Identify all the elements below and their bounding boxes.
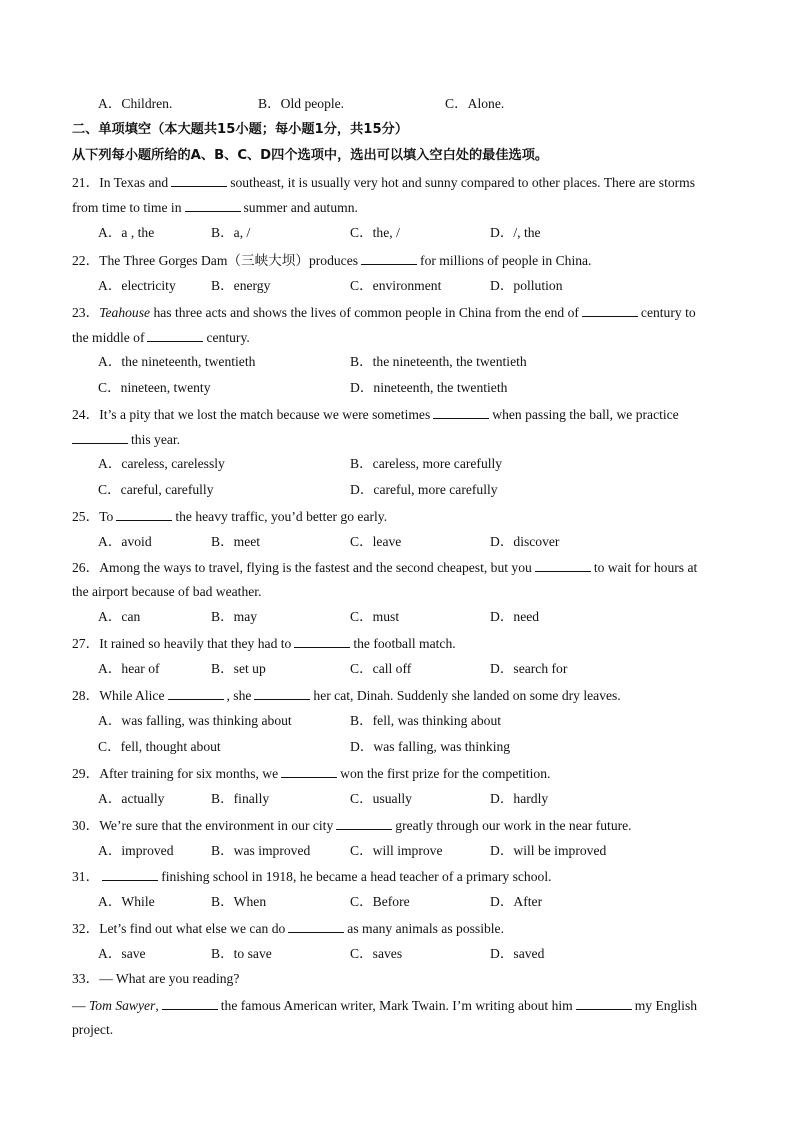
q25-option-c[interactable]: C．leave	[350, 534, 402, 549]
question-30: 30．We’re sure that the environment in our city greatly through our work in the near future.	[72, 818, 632, 833]
answer-blank	[433, 405, 489, 419]
question-25: 25．To the heavy traffic, you’d better go early.	[72, 509, 388, 524]
question-27: 27．It rained so heavily that they had to the football match.	[72, 636, 456, 651]
q26-option-c[interactable]: C．must	[350, 609, 400, 624]
answer-blank	[281, 764, 337, 778]
q29-option-c[interactable]: C．usually	[350, 791, 412, 806]
answer-blank	[162, 996, 218, 1010]
q24-option-a[interactable]: A．careless, carelessly	[98, 456, 225, 471]
q32-option-a[interactable]: A．save	[98, 946, 146, 961]
question-21: 21．In Texas and southeast, it is usually very hot and sunny compared to other places. There are storms	[72, 175, 696, 190]
q28-option-c[interactable]: C．fell, thought about	[98, 739, 221, 754]
q32-option-c[interactable]: C．saves	[350, 946, 403, 961]
q21-option-b[interactable]: B．a, /	[211, 225, 251, 240]
q32-option-d[interactable]: D．saved	[490, 946, 545, 961]
q23-option-d[interactable]: D．nineteenth, the twentieth	[350, 380, 508, 395]
answer-blank	[168, 686, 224, 700]
q31-option-a[interactable]: A．While	[98, 894, 155, 909]
q24-option-d[interactable]: D．careful, more carefully	[350, 482, 498, 497]
q26-option-b[interactable]: B．may	[211, 609, 258, 624]
q21-option-c[interactable]: C．the, /	[350, 225, 400, 240]
q20-option-c[interactable]: C．Alone.	[445, 96, 505, 111]
q31-option-c[interactable]: C．Before	[350, 894, 410, 909]
q24-option-b[interactable]: B．careless, more carefully	[350, 456, 503, 471]
question-33: 33．— What are you reading?	[72, 971, 240, 986]
q30-option-c[interactable]: C．will improve	[350, 843, 443, 858]
answer-blank	[147, 328, 203, 342]
q25-option-b[interactable]: B．meet	[211, 534, 261, 549]
question-31: 31． finishing school in 1918, he became a head teacher of a primary school.	[72, 869, 552, 884]
question-23: 23．Teahouse has three acts and shows the lives of common people in China from the end of century to	[72, 305, 696, 320]
answer-blank	[361, 251, 417, 265]
question-23-cont: the middle of century.	[72, 330, 250, 345]
q22-option-d[interactable]: D．pollution	[490, 278, 563, 293]
answer-blank	[336, 816, 392, 830]
q23-option-c[interactable]: C．nineteen, twenty	[98, 380, 211, 395]
q21-option-d[interactable]: D．/, the	[490, 225, 541, 240]
answer-blank	[254, 686, 310, 700]
q31-option-b[interactable]: B．When	[211, 894, 267, 909]
q25-option-d[interactable]: D．discover	[490, 534, 560, 549]
answer-blank	[116, 507, 172, 521]
question-26-cont: the airport because of bad weather.	[72, 584, 262, 599]
question-24: 24．It’s a pity that we lost the match because we were sometimes when passing the ball, we practice	[72, 407, 679, 422]
question-21-cont: from time to time in summer and autumn.	[72, 200, 358, 215]
question-32: 32．Let’s find out what else we can do as many animals as possible.	[72, 921, 504, 936]
q27-option-a[interactable]: A．hear of	[98, 661, 160, 676]
q29-option-b[interactable]: B．finally	[211, 791, 270, 806]
q28-option-d[interactable]: D．was falling, was thinking	[350, 739, 511, 754]
q25-option-a[interactable]: A．avoid	[98, 534, 152, 549]
q28-option-a[interactable]: A．was falling, was thinking about	[98, 713, 292, 728]
q31-option-d[interactable]: D．After	[490, 894, 543, 909]
q27-option-b[interactable]: B．set up	[211, 661, 266, 676]
q26-option-a[interactable]: A．can	[98, 609, 141, 624]
q32-option-b[interactable]: B．to save	[211, 946, 272, 961]
question-22: 22．The Three Gorges Dam（三峡大坝）produces for millions of people in China.	[72, 253, 592, 268]
answer-blank	[102, 867, 158, 881]
q30-option-d[interactable]: D．will be improved	[490, 843, 607, 858]
q23-option-a[interactable]: A．the nineteenth, twentieth	[98, 354, 256, 369]
section-instruction: 从下列每小题所给的A、B、C、D四个选项中，选出可以填入空白处的最佳选项。	[72, 148, 549, 163]
question-29: 29．After training for six months, we won the first prize for the competition.	[72, 766, 551, 781]
q24-option-c[interactable]: C．careful, carefully	[98, 482, 214, 497]
answer-blank	[171, 173, 227, 187]
q26-option-d[interactable]: D．need	[490, 609, 540, 624]
answer-blank	[72, 430, 128, 444]
answer-blank	[294, 634, 350, 648]
question-33-cont2: project.	[72, 1022, 114, 1037]
question-24-cont: this year.	[72, 430, 180, 449]
q27-option-c[interactable]: C．call off	[350, 661, 412, 676]
q29-option-a[interactable]: A．actually	[98, 791, 165, 806]
q30-option-b[interactable]: B．was improved	[211, 843, 311, 858]
answer-blank	[582, 303, 638, 317]
section-title: 二、单项填空（本大题共15小题；每小题1分，共15分）	[72, 122, 409, 137]
question-26: 26．Among the ways to travel, flying is the fastest and the second cheapest, but you to wait for hours at	[72, 560, 698, 575]
q22-option-b[interactable]: B．energy	[211, 278, 271, 293]
q28-option-b[interactable]: B．fell, was thinking about	[350, 713, 502, 728]
q22-option-c[interactable]: C．environment	[350, 278, 442, 293]
answer-blank	[535, 558, 591, 572]
answer-blank	[185, 198, 241, 212]
q21-option-a[interactable]: A．a , the	[98, 225, 155, 240]
question-33-cont: — Tom Sawyer, the famous American writer, Mark Twain. I’m writing about him my English	[72, 998, 698, 1013]
answer-blank	[576, 996, 632, 1010]
q23-option-b[interactable]: B．the nineteenth, the twentieth	[350, 354, 527, 369]
q22-option-a[interactable]: A．electricity	[98, 278, 176, 293]
q27-option-d[interactable]: D．search for	[490, 661, 568, 676]
q30-option-a[interactable]: A．improved	[98, 843, 174, 858]
question-28: 28．While Alice , she her cat, Dinah. Suddenly she landed on some dry leaves.	[72, 688, 621, 703]
q29-option-d[interactable]: D．hardly	[490, 791, 549, 806]
answer-blank	[288, 919, 344, 933]
q20-option-b[interactable]: B．Old people.	[258, 96, 345, 111]
q20-option-a[interactable]: A．Children.	[98, 96, 173, 111]
